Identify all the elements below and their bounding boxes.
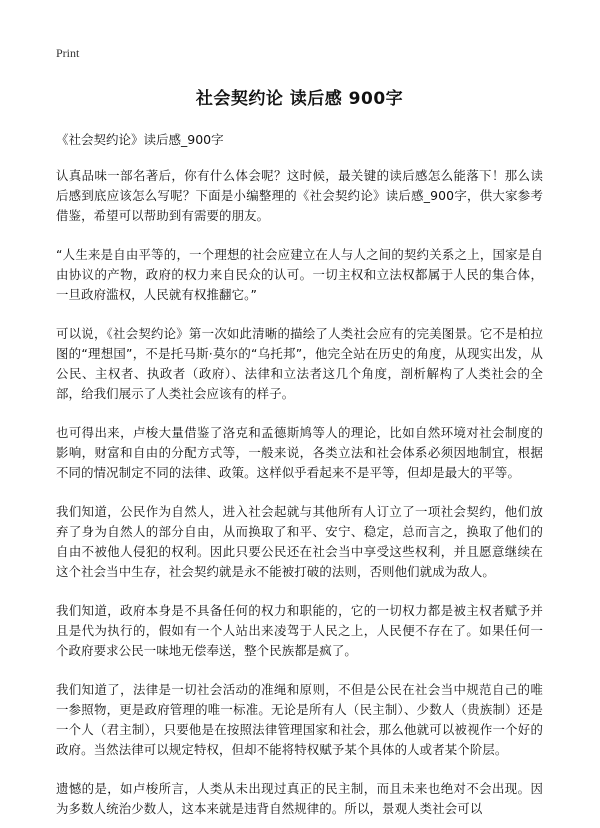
- article-body: [56, 166, 543, 819]
- article-subtitle: 《社会契约论》读后感_900字: [56, 132, 224, 147]
- paragraph-5: 我们知道，政府本身是不具备任何的权力和职能的，它的一切权力都是被主权者赋予并且是代为执行的，假如有一个人站出来凌驾于人民之上，人民便不存在了。如果任何一个政府要求公民一味地无偿奉送，整个民族都是疯了。: [56, 603, 543, 658]
- paragraph-3: 也可得出来，卢梭大量借鉴了洛克和孟德斯鸠等人的理论，比如自然环境对社会制度的影响，财富和自由的分配方式等，一般来说，各类立法和社会体系必须因地制宜，根据不同的情况制定不同的法律、政策。这样似乎看起来不是平等，但却是最大的平等。: [56, 425, 543, 480]
- paragraph-4: 我们知道，公民作为自然人，进入社会起就与其他所有人订立了一项社会契约，他们放弃了身为自然人的部分自由，从而换取了和平、安宁、稳定，总而言之，换取了他们的自由不被他人侵犯的权利。因此只要公民还在社会当中享受这些权利，并且愿意继续在这个社会当中生存，社会契约就是永不能被打破的法则，否则他们就成为敌人。: [56, 504, 543, 579]
- paragraph-quote: “人生来是自由平等的，一个理想的社会应建立在人与人之间的契约关系之上，国家是自由协议的产物，政府的权力来自民众的认可。一切主权和立法权都属于人民的集合体，一旦政府滥权，人民就有权推翻它。”: [56, 247, 543, 302]
- paragraph-6: 我们知道了，法律是一切社会活动的准绳和原则，不但是公民在社会当中规范自己的唯一参照物，更是政府管理的唯一标准。无论是所有人（民主制）、少数人（贵族制）还是一个人（君主制），只要他是在按照法律管理国家和社会，那么他就可以被视作一个好的政府。当然法律可以规定特权，但却不能将特权赋予某个具体的人或者某个阶层。: [56, 682, 543, 757]
- print-link[interactable]: Print: [56, 46, 80, 60]
- paragraph-2: 可以说，《社会契约论》第一次如此清晰的描绘了人类社会应有的完美图景。它不是柏拉图的“理想国”，不是托马斯·莫尔的“乌托邦”，他完全站在历史的角度，从现实出发，从公民、主权者、执政者（政府）、法律和立法者这几个角度，剖析解构了人类社会的全部，给我们展示了人类社会应该有的样子。: [56, 326, 543, 401]
- paragraph-7: 遗憾的是，如卢梭所言，人类从未出现过真正的民主制，而且未来也绝对不会出现。因为多数人统治少数人，这本来就是违背自然规律的。所以，景观人类社会可以: [56, 781, 543, 816]
- page-title: 社会契约论 读后感 900字: [195, 89, 404, 109]
- paragraph-intro: 认真品味一部名著后，你有什么体会呢？这时候，最关键的读后感怎么能落下！那么读后感到底应该怎么写呢？下面是小编整理的《社会契约论》读后感_900字，供大家参考借鉴，希望可以帮助到有需要的朋友。: [56, 168, 543, 223]
